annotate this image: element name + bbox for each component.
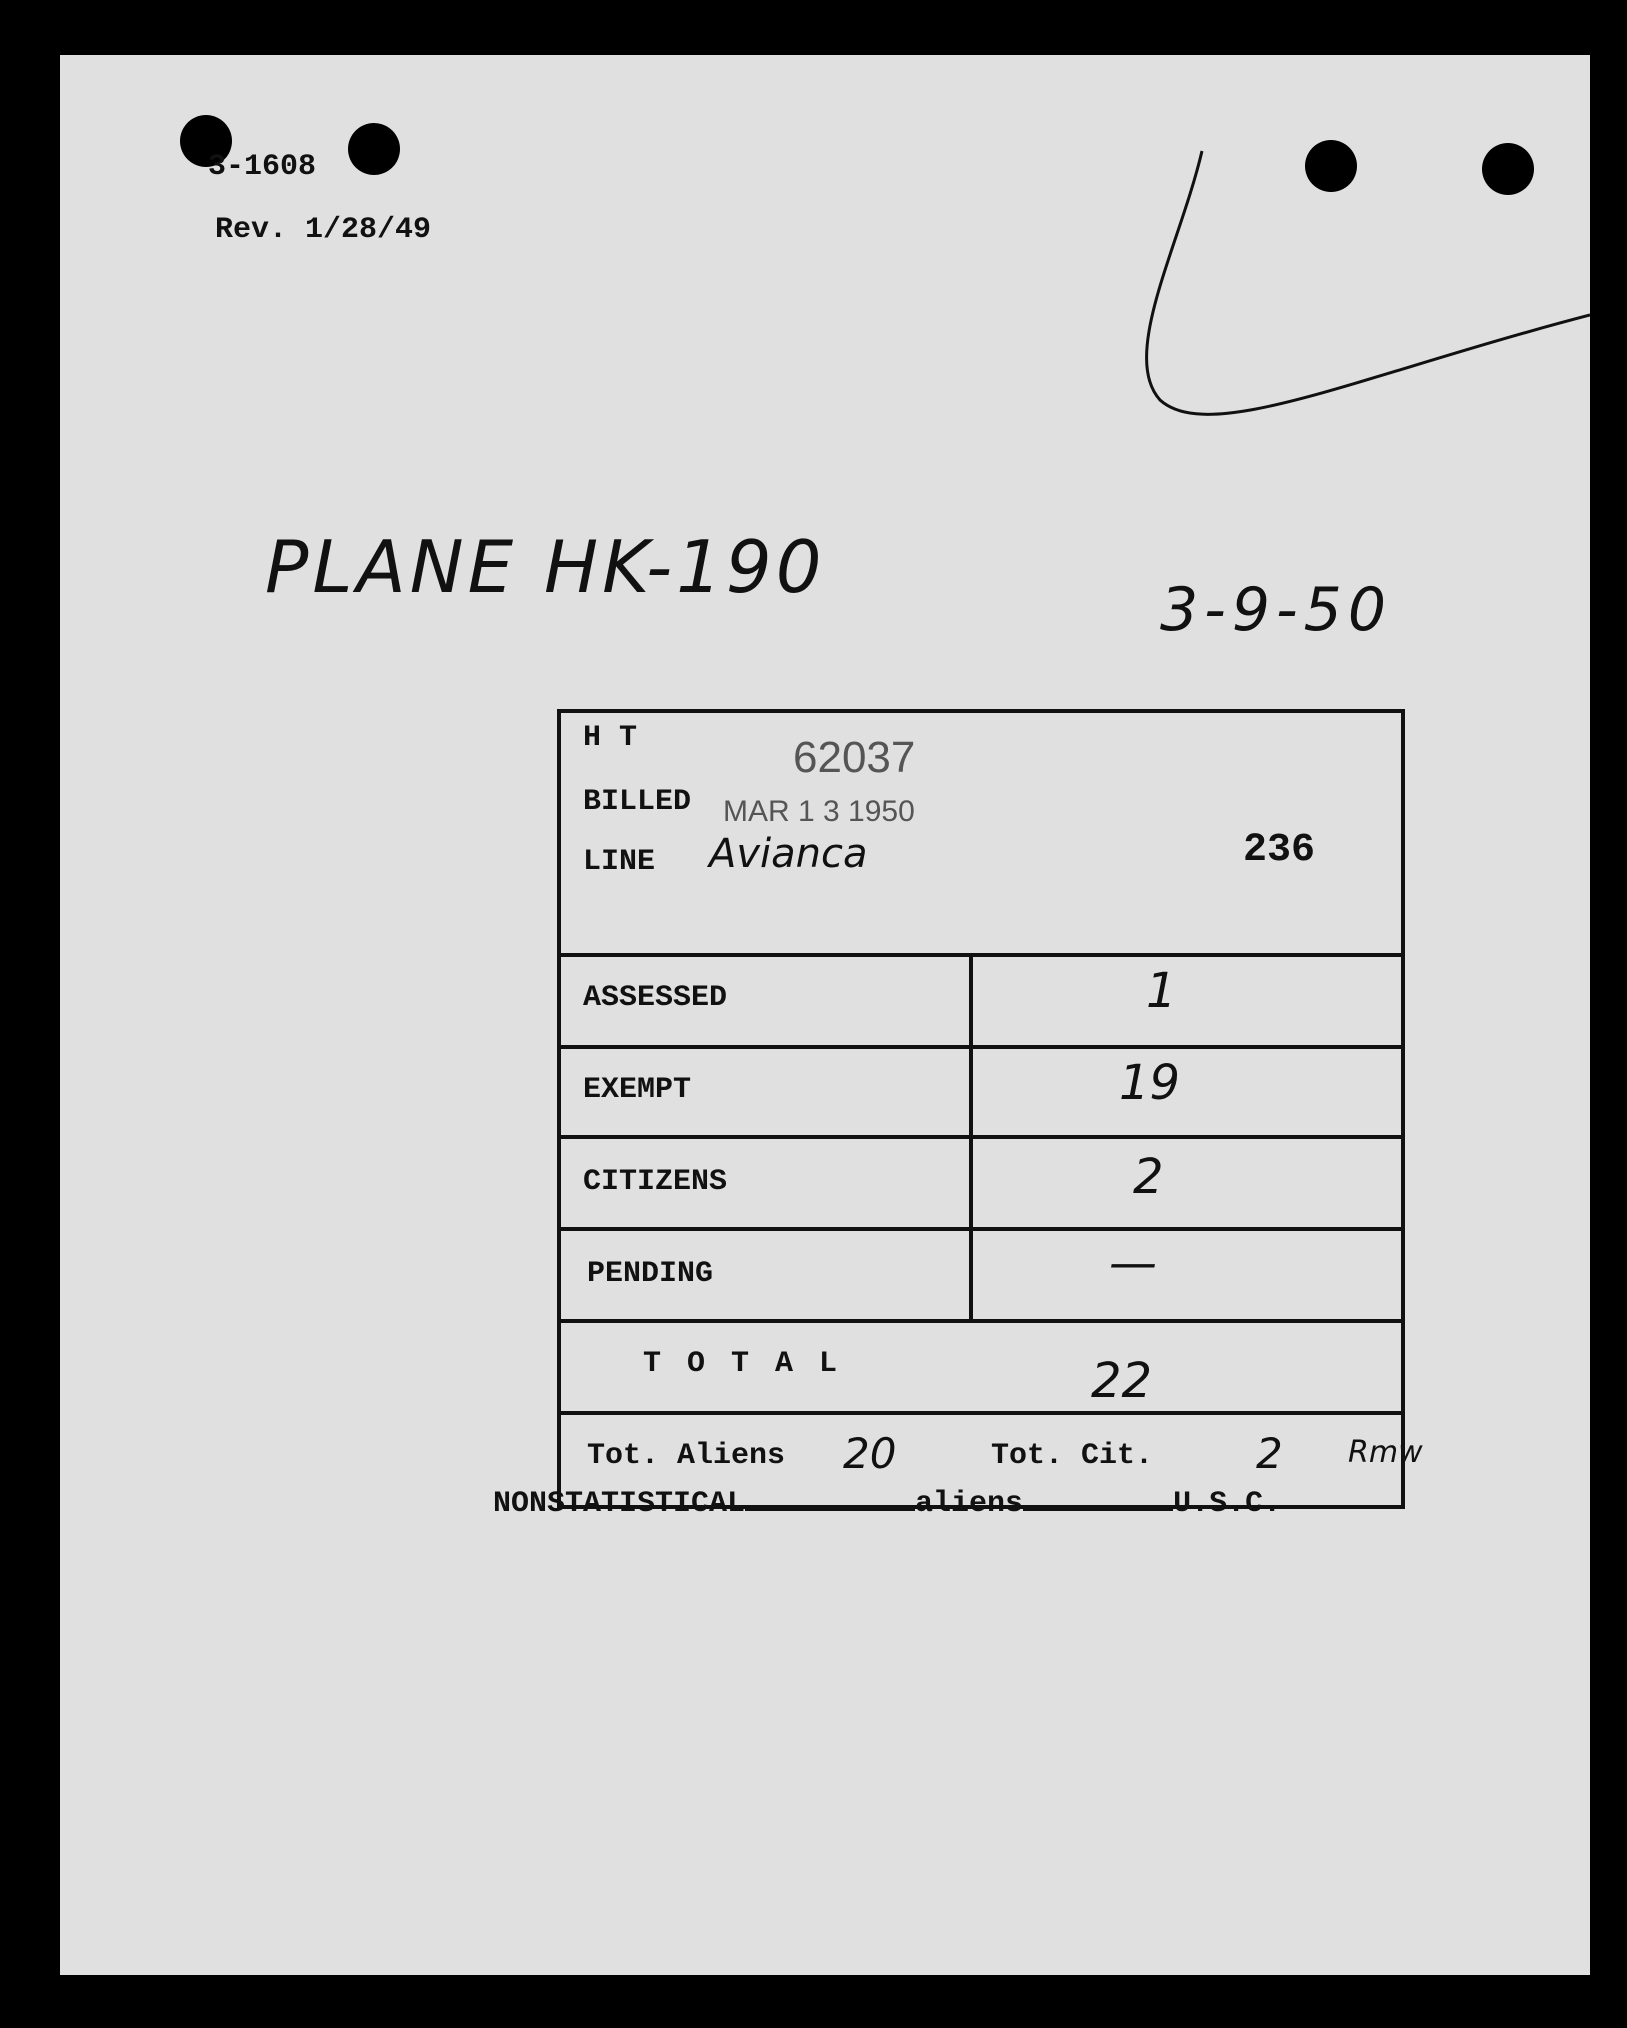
table-column-divider: [969, 953, 973, 1319]
pen-stroke-mark: [1060, 145, 1590, 445]
tot-cit-value: 2: [1256, 1429, 1283, 1478]
date-annotation: 3-9-50: [1160, 575, 1392, 645]
total-value: 22: [1091, 1353, 1153, 1409]
tot-cit-label: Tot. Cit.: [991, 1439, 1154, 1473]
citizens-value: 2: [1133, 1149, 1164, 1205]
ht-number: 62037: [793, 733, 916, 782]
tot-aliens-label: Tot. Aliens: [587, 1439, 786, 1473]
record-number: 236: [1243, 828, 1316, 873]
table-rule: [561, 1045, 1401, 1049]
nonstatistical-label: NONSTATISTICAL: [493, 1487, 746, 1521]
assessed-label: ASSESSED: [583, 981, 728, 1015]
pending-label: PENDING: [587, 1257, 714, 1291]
aliens-label: aliens: [915, 1487, 1024, 1521]
tot-aliens-value: 20: [843, 1429, 897, 1478]
billed-label: BILLED: [583, 785, 692, 819]
usc-label: U.S.C.: [1173, 1487, 1282, 1521]
billed-date-stamp: MAR 1 3 1950: [723, 795, 915, 828]
usc-blank: [1023, 1507, 1173, 1511]
table-rule: [561, 1135, 1401, 1139]
airline-name: Avianca: [709, 831, 868, 877]
table-rule: [561, 1319, 1401, 1323]
form-table: [557, 709, 1405, 1509]
revision-date: Rev. 1/28/49: [215, 213, 432, 247]
exempt-value: 19: [1119, 1055, 1181, 1111]
line-label: LINE: [583, 845, 656, 879]
table-rule: [561, 1411, 1401, 1415]
plane-annotation: PLANE HK-190: [265, 525, 826, 609]
assessed-value: 1: [1146, 963, 1177, 1019]
exempt-label: EXEMPT: [583, 1073, 692, 1107]
inspector-initials: Rmw: [1348, 1435, 1423, 1470]
document-page: [60, 55, 1590, 1975]
punch-hole: [348, 123, 400, 175]
ht-label: H T: [583, 721, 638, 755]
total-label: T O T A L: [643, 1347, 842, 1381]
nonstatistical-line: [493, 1487, 1281, 1521]
table-rule: [561, 1227, 1401, 1231]
pending-value: —: [1109, 1235, 1157, 1291]
citizens-label: CITIZENS: [583, 1165, 728, 1199]
form-number: 3-1608: [208, 150, 317, 184]
aliens-blank: [745, 1507, 915, 1511]
table-rule: [561, 953, 1401, 957]
